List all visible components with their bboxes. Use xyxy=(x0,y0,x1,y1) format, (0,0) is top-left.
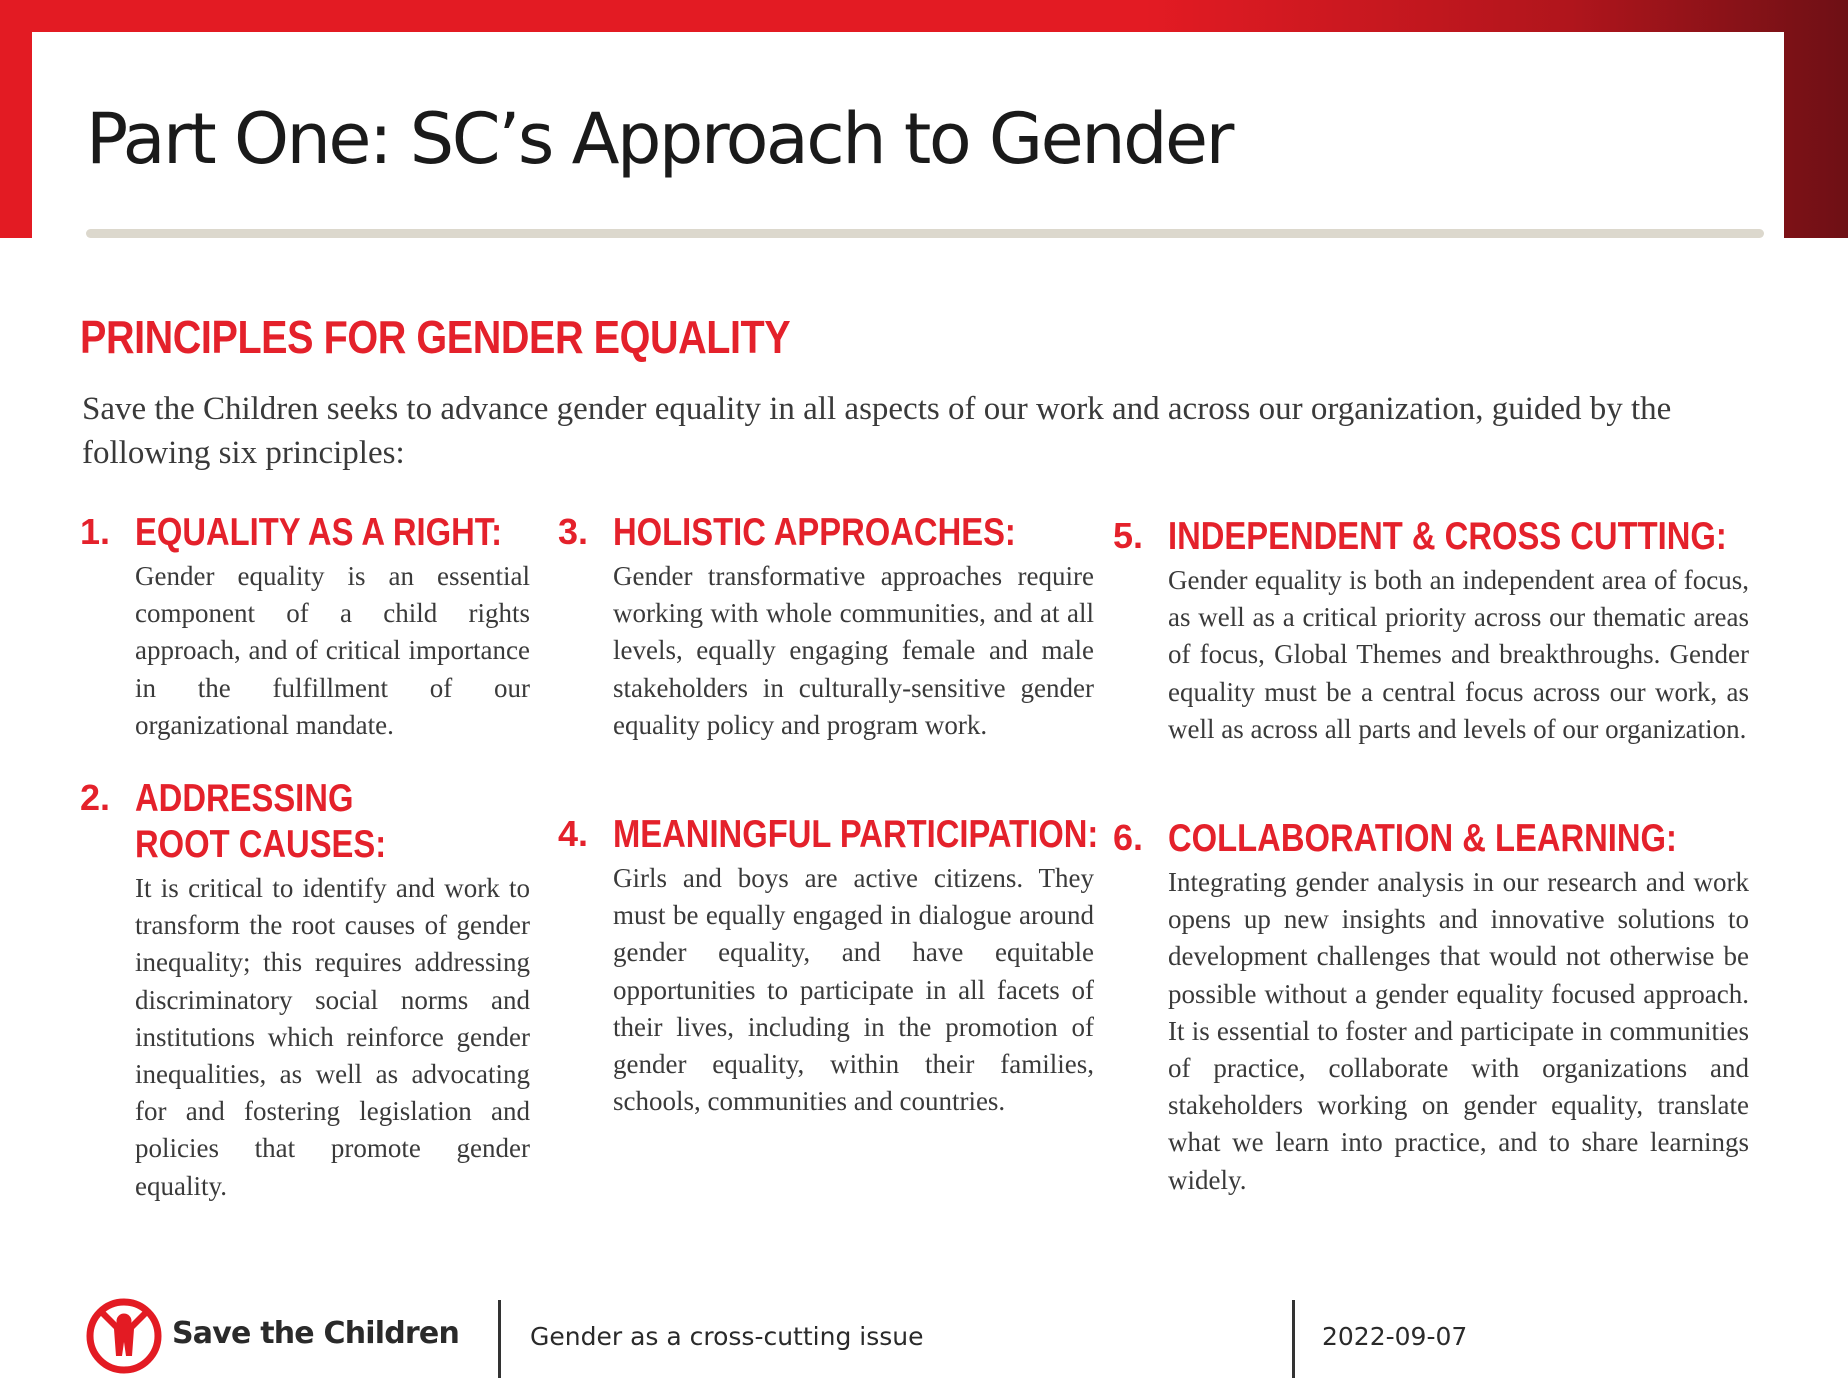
principle-title: COLLABORATION & LEARNING: xyxy=(1168,817,1677,860)
principle-title: ADDRESSING ROOT CAUSES: xyxy=(135,777,387,866)
intro-paragraph: Save the Children seeks to advance gender equality in all aspects of our work and across our organization, guided by the following six principles: xyxy=(82,391,1672,471)
principle-addressing-root-causes xyxy=(80,776,530,1205)
footer-date: 2022-09-07 xyxy=(1322,1322,1468,1351)
page-title: Part One: SC’s Approach to Gender xyxy=(86,98,1232,180)
principle-header xyxy=(80,510,530,556)
principle-header xyxy=(1113,816,1749,862)
principle-body: Integrating gender analysis in our research and work opens up new insights and innovative solutions to development challenges that would not otherwise be possible without a gender equality focused approach. It is essential to foster and participate in communities of practice, collaborate with organizations and stakeholders working on gender equality, translate what we learn into practice, and to share learnings widely. xyxy=(1168,867,1749,1195)
principle-header xyxy=(1113,514,1749,560)
principle-body: It is critical to identify and work to transform the root causes of gender inequality; this requires addressing discriminatory social norms and institutions which reinforce gender inequalities, as well as advocating for and fostering legislation and policies that promote gender equality. xyxy=(135,873,530,1201)
footer-topic: Gender as a cross-cutting issue xyxy=(530,1322,924,1351)
section-heading: PRINCIPLES FOR GENDER EQUALITY xyxy=(80,311,791,363)
principle-number: 3. xyxy=(558,511,589,552)
title-divider xyxy=(86,229,1764,238)
principle-title: EQUALITY AS A RIGHT: xyxy=(135,511,503,554)
footer-divider xyxy=(498,1300,501,1378)
principle-body: Gender equality is both an independent area of focus, as well as a critical priority across our thematic areas of focus, Global Themes and breakthroughs. Gender equality must be a central focus across our work, as well as across all parts and levels of our organization. xyxy=(1168,565,1749,744)
principle-holistic-approaches xyxy=(558,510,1094,744)
principle-title: HOLISTIC APPROACHES: xyxy=(613,511,1016,554)
principle-body: Gender transformative approaches require working with whole communities, and at all levels, equally engaging female and male stakeholders in culturally-sensitive gender equality policy and program work. xyxy=(613,561,1094,740)
principle-number: 5. xyxy=(1113,515,1144,556)
principle-number: 1. xyxy=(80,511,111,552)
footer-divider xyxy=(1292,1300,1295,1378)
footer-brand-name: Save the Children xyxy=(172,1316,460,1351)
principle-number: 2. xyxy=(80,777,111,818)
principle-body: Girls and boys are active citizens. They must be equally engaged in dialogue around gender equality, and have equitable opportunities to participate in all facets of their lives, including in the promotion of gender equality, within their families, schools, communities and countries. xyxy=(613,863,1094,1117)
principle-equality-as-a-right xyxy=(80,510,530,744)
principle-body: Gender equality is an essential component of a child rights approach, and of critical importance in the fulfillment of our organizational mandate. xyxy=(135,561,530,740)
principle-header xyxy=(558,510,1094,556)
principle-meaningful-participation xyxy=(558,812,1099,1120)
principle-header xyxy=(80,776,530,868)
principle-number: 6. xyxy=(1113,817,1144,858)
principle-independent-and-cross-cutting xyxy=(1113,514,1749,748)
principle-header xyxy=(558,812,1099,858)
save-the-children-logo-icon xyxy=(86,1298,162,1374)
principle-title: INDEPENDENT & CROSS CUTTING: xyxy=(1168,515,1727,558)
principle-collaboration-and-learning xyxy=(1113,816,1749,1199)
principle-title: MEANINGFUL PARTICIPATION: xyxy=(613,813,1099,856)
principle-number: 4. xyxy=(558,813,589,854)
